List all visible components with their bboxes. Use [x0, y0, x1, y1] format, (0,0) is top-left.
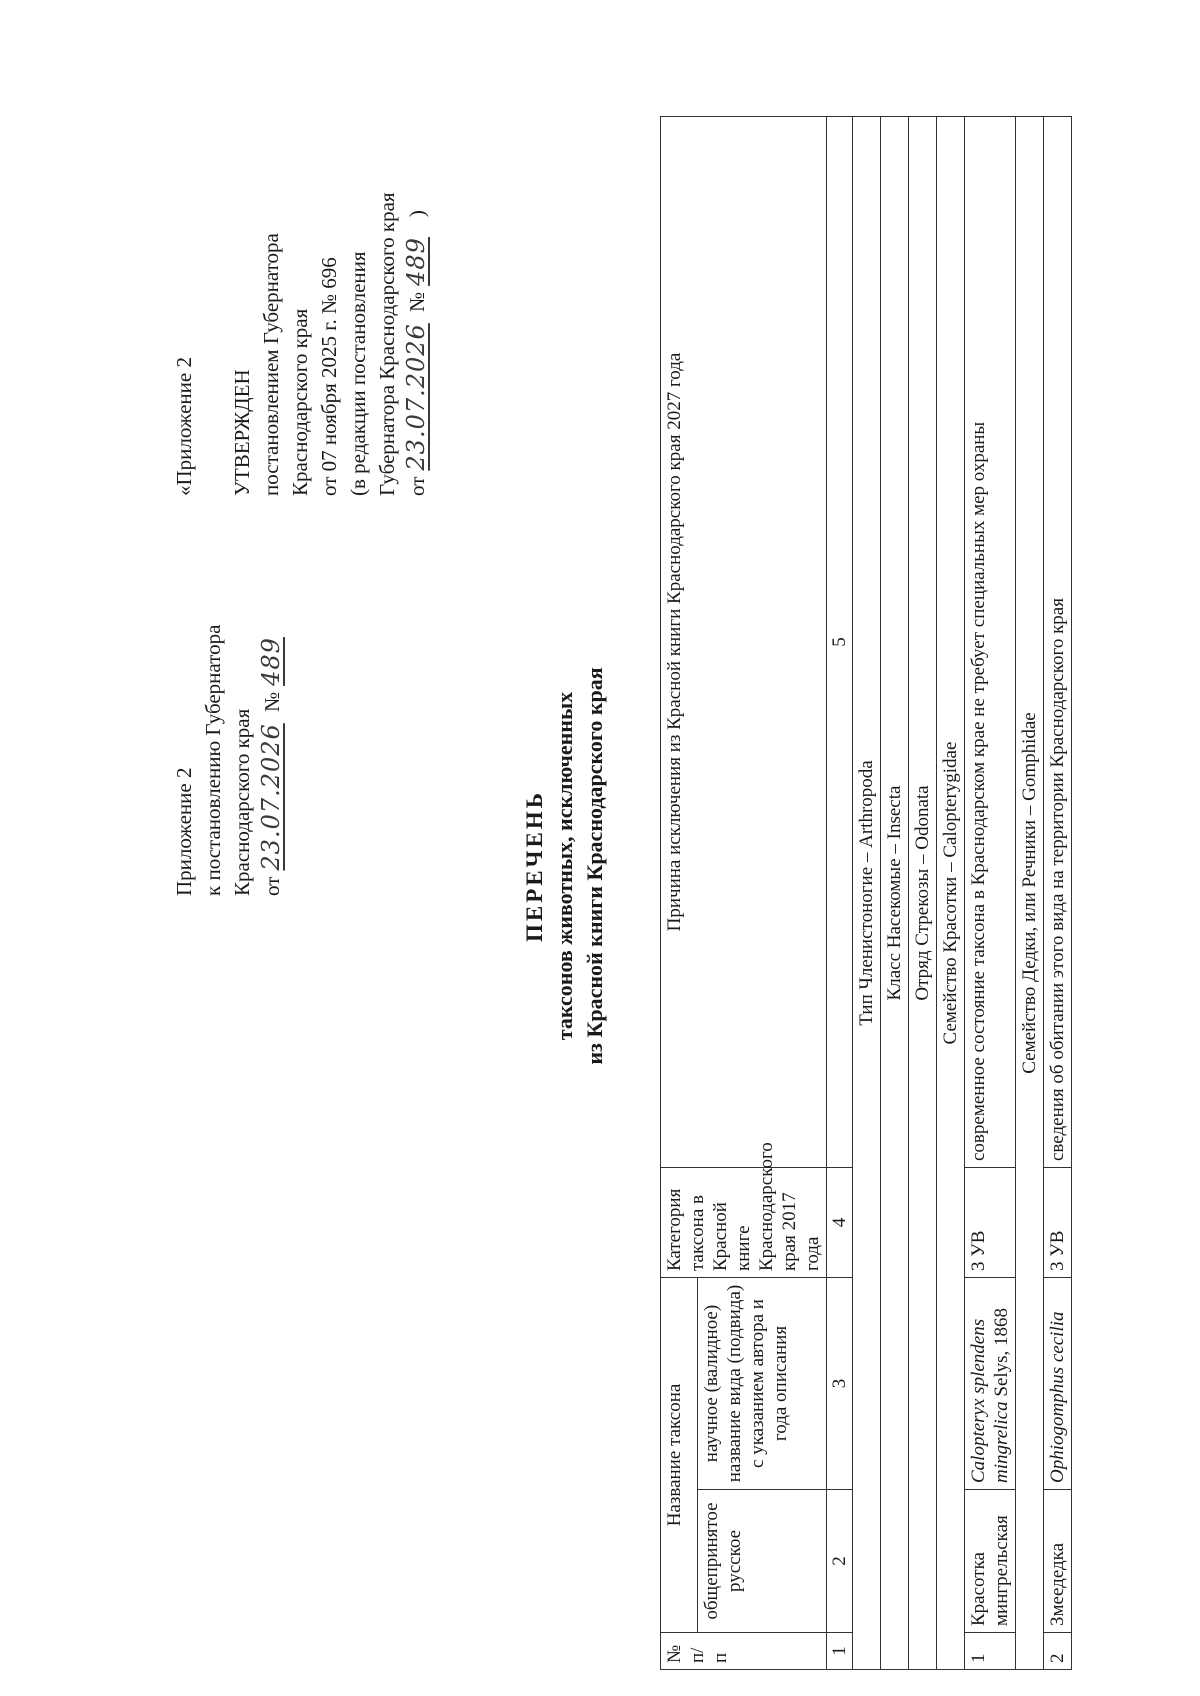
right-stamp-date-line — [402, 192, 432, 496]
section-row — [909, 117, 937, 1670]
right-stamp-line4: Краснодарского края — [288, 308, 312, 496]
header-common-russian: общепринятое русское — [698, 1490, 827, 1633]
title-line2: таксонов животных, исключенных — [552, 691, 577, 1041]
row2-russian-name: Змеедедка — [1044, 1490, 1072, 1633]
row2-reason: сведения об обитании этого вида на территории Краснодарского края — [1044, 117, 1072, 1168]
section-row — [881, 117, 909, 1670]
col-number-5: 5 — [827, 117, 853, 1168]
taxa-table — [660, 116, 1072, 1670]
left-approval-stamp — [170, 597, 287, 896]
row1-num: 1 — [965, 1633, 1016, 1670]
right-stamp-handwritten-date: 23.07.2026 — [402, 323, 430, 471]
row2-category: 3 УВ — [1044, 1168, 1072, 1278]
document-title — [520, 156, 610, 1576]
left-stamp-line2: к постановлению Губернатора — [201, 624, 225, 896]
section-family-calopterygidae: Семейство Красотки – Calopterygidae — [937, 117, 965, 1670]
section-family-gomphidae: Семейство Дедки, или Речники – Gomphidae — [1016, 117, 1044, 1670]
section-phylum: Тип Членистоногие – Arthropoda — [853, 117, 881, 1670]
row1-reason: современное состояние таксона в Краснодарском крае не требует специальных мер охраны — [965, 117, 1016, 1168]
right-stamp-line2: УТВЕРЖДЕН — [230, 369, 254, 496]
column-number-row — [827, 117, 853, 1670]
row2-scientific-italic: Ophiogomphus cecilia — [1047, 1311, 1068, 1483]
right-stamp-close-paren: ) — [405, 210, 429, 218]
right-approval-stamp — [170, 192, 432, 496]
right-stamp-from-label: от — [405, 476, 429, 496]
title-line1: ПЕРЕЧЕНЬ — [522, 790, 547, 942]
section-order: Отряд Стрекозы – Odonata — [909, 117, 937, 1670]
left-stamp-no-label: № — [260, 691, 284, 712]
header-num: № п/п — [661, 1633, 827, 1670]
row1-category: 3 УВ — [965, 1168, 1016, 1278]
row1-scientific-name — [965, 1278, 1016, 1490]
right-stamp-line3: постановлением Губернатора — [259, 233, 283, 496]
section-row — [937, 117, 965, 1670]
section-row — [853, 117, 881, 1670]
left-stamp-line3: Краснодарского края — [230, 708, 254, 896]
right-stamp-line6: (в редакции постановления — [346, 251, 370, 496]
header-category: Категория таксона в Красной книге Краснодарского края 2017 года — [661, 1168, 827, 1278]
col-number-2: 2 — [827, 1490, 853, 1633]
right-stamp-handwritten-number: 489 — [402, 237, 430, 286]
col-number-1: 1 — [827, 1633, 853, 1670]
right-stamp-spacer — [199, 192, 228, 496]
right-stamp-line7: Губернатора Краснодарского края — [375, 192, 399, 496]
right-stamp-line5: от 07 ноября 2025 г. № 696 — [317, 257, 341, 496]
row1-russian-name: Красотка мингрельская — [965, 1490, 1016, 1633]
col-number-3: 3 — [827, 1278, 853, 1490]
left-stamp-from-label: от — [260, 876, 284, 896]
title-line3: из Красной книги Краснодарского края — [582, 667, 607, 1065]
row1-scientific-italic: Calopteryx splendens mingrelica — [968, 1318, 1012, 1483]
left-stamp-line1: Приложение 2 — [172, 767, 196, 896]
header-taxon-name: Название таксона — [661, 1278, 698, 1633]
row2-num: 2 — [1044, 1633, 1072, 1670]
table-row — [1044, 117, 1072, 1670]
left-stamp-date-line — [257, 597, 287, 896]
header-scientific: научное (валидное) название вида (подвида) с указанием автора и года описания — [698, 1278, 827, 1490]
col-number-4: 4 — [827, 1168, 853, 1278]
section-class: Класс Насекомые – Insecta — [881, 117, 909, 1670]
right-stamp-line1: «Приложение 2 — [172, 357, 196, 496]
row2-scientific-name — [1044, 1278, 1072, 1490]
header-reason: Причина исключения из Красной книги Краснодарского края 2027 года — [661, 117, 827, 1168]
section-row — [1016, 117, 1044, 1670]
right-stamp-no-label: № — [405, 291, 429, 312]
left-stamp-handwritten-date: 23.07.2026 — [257, 723, 285, 871]
left-stamp-handwritten-number: 489 — [257, 637, 285, 686]
table-header-row-1 — [661, 117, 698, 1670]
table-row — [965, 117, 1016, 1670]
row1-scientific-author: Selys, 1868 — [991, 1307, 1012, 1397]
